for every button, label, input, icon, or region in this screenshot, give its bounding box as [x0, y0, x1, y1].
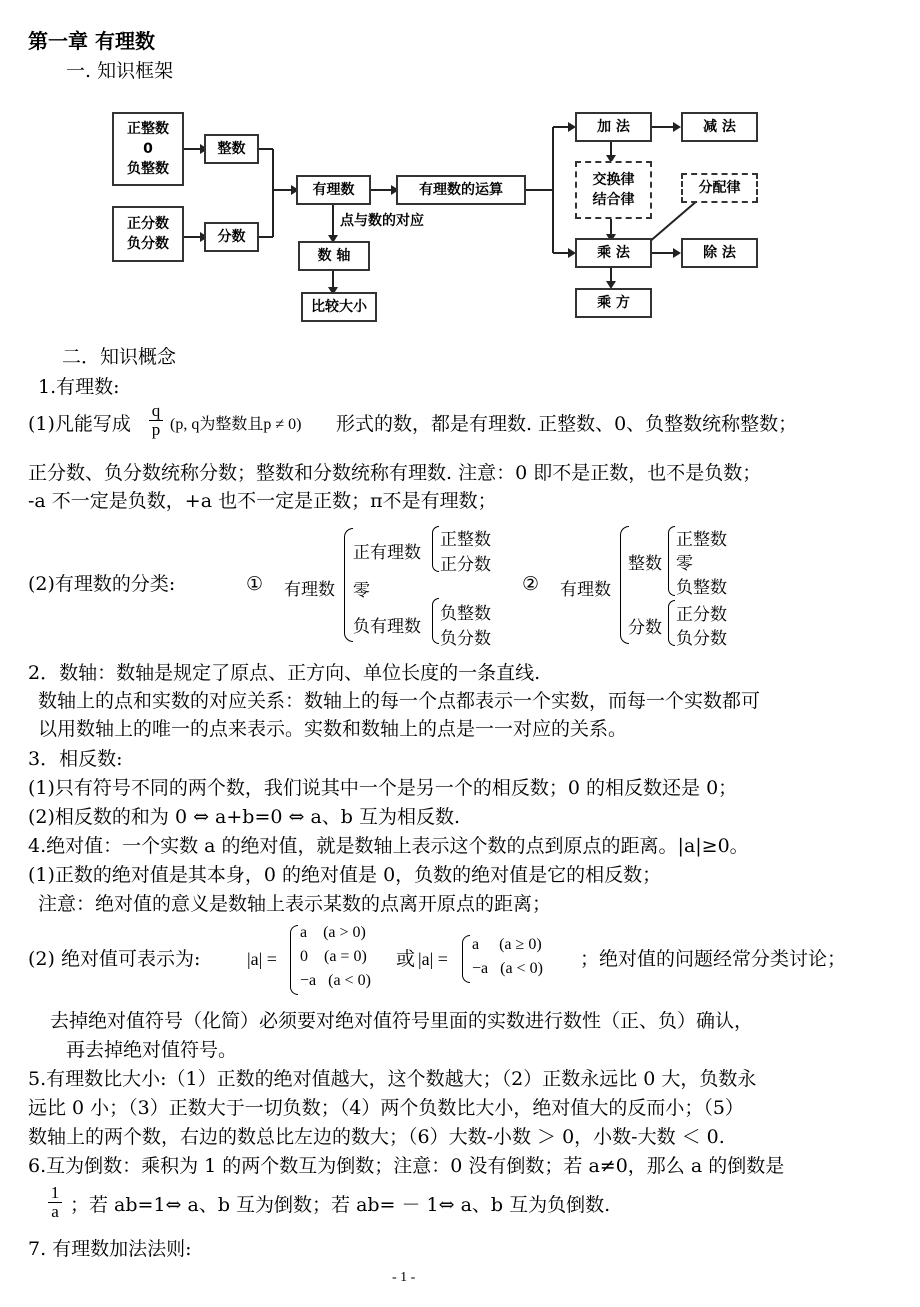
knowledge-framework-diagram — [108, 95, 768, 327]
item3-title: 3．相反数: — [28, 748, 123, 770]
diagram-connectors — [108, 95, 768, 327]
classification-mark-2: ② — [522, 573, 540, 595]
item4-remove-sign-1: 去掉绝对值符号（化简）必须要对绝对值符号里面的实数进行数性（正、负）确认， — [50, 1010, 754, 1032]
box-subtraction: 减 法 — [681, 112, 758, 142]
abs-case-nonnegative: a (a ≥ 0) — [472, 936, 542, 953]
node-zero-1: 零 — [353, 581, 370, 601]
node-positive-fraction-2: 正分数 — [676, 605, 727, 625]
node-zero-2: 零 — [676, 554, 693, 574]
fraction-one: 1 — [50, 1183, 60, 1202]
node-negative-fraction-1: 负分数 — [440, 629, 491, 649]
abs-case-negative: −a (a < 0) — [300, 972, 371, 989]
brace-negative-rational — [432, 598, 439, 644]
abs-case-zero: 0 (a = 0) — [300, 948, 367, 965]
box-rational-operations: 有理数的运算 — [396, 175, 526, 205]
item2-line2: 数轴上的点和实数的对应关系：数轴上的每一个点都表示一个实数，而每一个实数都可 — [38, 690, 761, 712]
item3-line2: (2)相反数的和为 0 ⇔ a+b=0 ⇔ a、b 互为相反数. — [28, 806, 461, 828]
box-division: 除 法 — [681, 238, 758, 268]
item4-line1: (1)正数的绝对值是其本身，0 的绝对值是 0，负数的绝对值是它的相反数； — [28, 864, 662, 886]
item5-line3: 数轴上的两个数，右边的数总比左边的数大；（6）大数-小数 ＞ 0，小数-大数 ＜ 0. — [28, 1126, 725, 1148]
abs-tail: ；绝对值的问题经常分类讨论； — [580, 948, 847, 970]
classification-mark-1: ① — [246, 573, 264, 595]
item1-text-c: 形式的数，都是有理数. 正整数、0、负整数统称整数； — [336, 413, 798, 435]
item7-title: 7. 有理数加法法则: — [28, 1238, 192, 1260]
brace-positive-rational — [432, 526, 439, 572]
page-number: - 1 - — [392, 1270, 416, 1285]
box-compare-size: 比较大小 — [301, 292, 377, 322]
item5-line2: 远比 0 小；（3）正数大于一切负数；（4）两个负数比大小，绝对值大的反而小；（5） — [28, 1097, 744, 1119]
item2-line1: 2．数轴：数轴是规定了原点、正方向、单位长度的一条直线. — [28, 662, 541, 684]
fraction-a: a — [48, 1202, 62, 1221]
item2-line3: 以用数轴上的唯一的点来表示。实数和数轴上的点是一一对应的关系。 — [38, 718, 628, 740]
brace-integer — [668, 526, 675, 596]
item6-line1: 6.互为倒数：乘积为 1 的两个数互为倒数；注意：0 没有倒数；若 a≠0，那么 a 的倒数是 — [28, 1155, 785, 1177]
box-fractions: 分数 — [204, 222, 259, 252]
abs-brace-1 — [290, 925, 298, 995]
label-point-number-correspondence: 点与数的对应 — [340, 213, 424, 229]
classification-root-2: 有理数 — [560, 580, 611, 600]
box-integers: 整数 — [204, 134, 259, 164]
item5-line1: 5.有理数比大小:（1）正数的绝对值越大，这个数越大；（2）正数永远比 0 大，负数永 — [28, 1068, 757, 1090]
item1-text-a: (1)凡能写成 — [28, 413, 131, 435]
node-negative-rational: 负有理数 — [353, 617, 421, 637]
box-commutative-associative-laws: 交换律 结合律 — [575, 161, 652, 219]
item4-title: 4.绝对值：一个实数 a 的绝对值，就是数轴上表示这个数的点到原点的距离。|a|≥0。 — [28, 835, 749, 857]
section-title-concepts: 二．知识概念 — [62, 346, 177, 368]
item1-line2: 正分数、负分数统称分数；整数和分数统称有理数. 注意：0 即不是正数，也不是负数； — [28, 462, 762, 484]
node-positive-integer-2: 正整数 — [676, 530, 727, 550]
item4-remove-sign-2: 再去掉绝对值符号。 — [66, 1039, 238, 1061]
item3-line1: (1)只有符号不同的两个数，我们说其中一个是另一个的相反数；0 的相反数还是 0； — [28, 777, 738, 799]
classification-label: (2)有理数的分类: — [28, 573, 176, 595]
box-rational-numbers: 有理数 — [296, 175, 371, 205]
chapter-title: 第一章 有理数 — [28, 29, 155, 53]
brace-rational-1 — [344, 528, 353, 642]
node-fraction: 分数 — [628, 618, 662, 638]
section-title-framework: 一. 知识框架 — [66, 60, 174, 82]
node-positive-integer-1: 正整数 — [440, 530, 491, 550]
item1-line3: -a 不一定是负数，+a 也不一定是正数；π不是有理数； — [28, 490, 497, 512]
node-negative-integer-2: 负整数 — [676, 578, 727, 598]
fraction-one-over-a — [48, 1184, 62, 1221]
abs-or: 或 — [396, 948, 416, 970]
node-negative-integer-1: 负整数 — [440, 604, 491, 624]
abs-lhs-2: |a| = — [418, 949, 448, 969]
item4-note: 注意：绝对值的意义是数轴上表示某数的点离开原点的距离； — [38, 893, 552, 915]
abs-case-positive: a (a > 0) — [300, 924, 366, 941]
box-multiplication: 乘 法 — [575, 238, 652, 268]
fraction-numerator: q — [151, 401, 161, 420]
node-integer: 整数 — [628, 554, 662, 574]
node-negative-fraction-2: 负分数 — [676, 629, 727, 649]
box-distributive-law: 分配律 — [681, 173, 758, 203]
brace-fraction — [668, 600, 675, 646]
item6-line2: ；若 ab=1⇔ a、b 互为倒数；若 ab= － 1⇔ a、b 互为负倒数. — [70, 1194, 611, 1216]
item1-title: 1.有理数: — [38, 376, 120, 398]
node-positive-fraction-1: 正分数 — [440, 555, 491, 575]
classification-root-1: 有理数 — [284, 580, 335, 600]
abs-case-negative-2: −a (a < 0) — [472, 960, 543, 977]
abs-lead: (2) 绝对值可表示为: — [28, 948, 201, 970]
box-number-axis: 数 轴 — [298, 241, 370, 271]
abs-brace-2 — [462, 935, 470, 983]
box-positive-zero-negative-integers: 正整数 0 负整数 — [112, 112, 184, 186]
fraction-q-over-p — [149, 402, 163, 439]
box-exponentiation: 乘 方 — [575, 288, 652, 318]
item1-condition: (p, q为整数且p ≠ 0) — [170, 416, 302, 433]
fraction-denominator: p — [149, 420, 163, 439]
abs-lhs-1: |a| = — [247, 949, 277, 969]
node-positive-rational: 正有理数 — [353, 543, 421, 563]
box-positive-negative-fractions: 正分数 负分数 — [112, 206, 184, 262]
box-addition: 加 法 — [575, 112, 652, 142]
